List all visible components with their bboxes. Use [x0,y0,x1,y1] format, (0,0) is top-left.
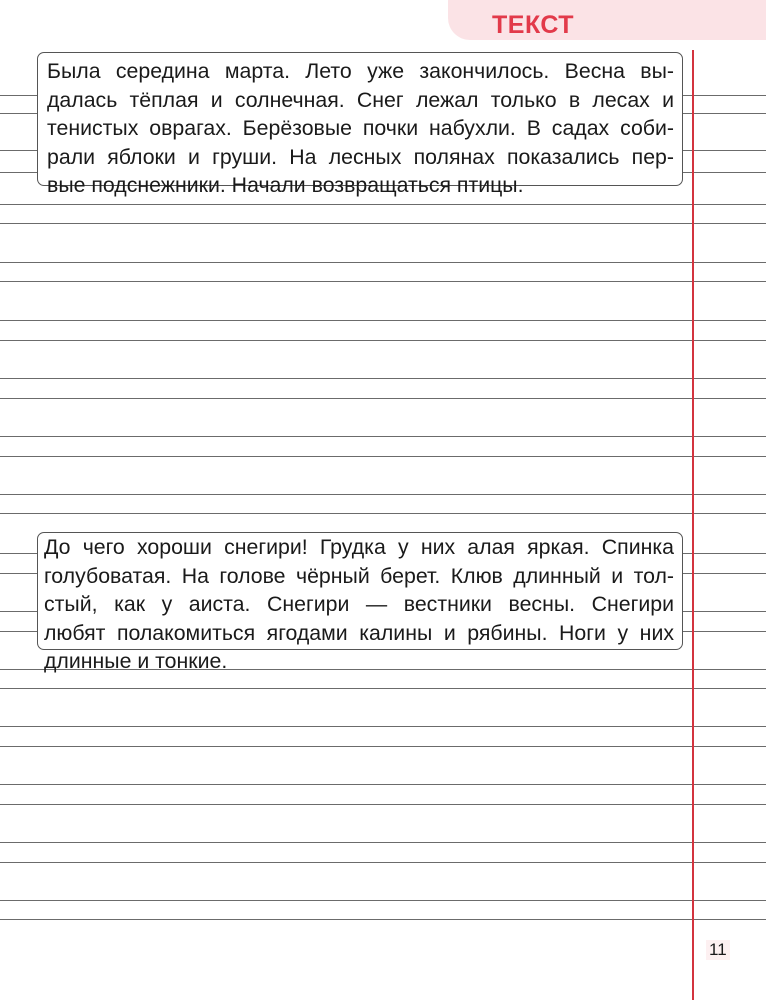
text-line: любят полакомиться ягодами калины и рябины. Ноги у них [44,620,674,645]
ruled-line [0,804,766,805]
ruled-line [0,842,766,843]
ruled-line [0,398,766,399]
ruled-line [0,513,766,514]
text-line: До чего хороши снегири! Грудка у них алая яркая. Спинка [44,535,674,559]
text-line: голубоватая. На голове чёрный берет. Клюв длинный и тол- [44,563,674,588]
ruled-line [0,223,766,224]
margin-line [692,50,694,1000]
ruled-line [0,746,766,747]
text-box-2 [37,532,683,673]
text-line: далась тёплая и солнечная. Снег лежал только в лесах и [47,87,674,112]
ruled-line [0,688,766,689]
text-line: тенистых оврагах. Берёзовые почки набухли. В садах соби- [47,116,674,140]
ruled-line [0,919,766,920]
text-line: Была середина марта. Лето уже закончилось. Весна вы- [47,59,674,83]
text-line: стый, как у аиста. Снегири — вестники весны. Снегири [44,592,674,616]
ruled-line [0,262,766,263]
text-line: длинные и тонкие. [44,649,228,673]
ruled-line [0,340,766,341]
ruled-line [0,204,766,205]
ruled-line [0,320,766,321]
ruled-line [0,281,766,282]
page-number: 11 [706,940,730,960]
ruled-line [0,436,766,437]
ruled-line [0,494,766,495]
ruled-line [0,784,766,785]
ruled-line [0,726,766,727]
ruled-line [0,456,766,457]
ruled-line [0,378,766,379]
text-line: вые подснежники. Начали возвращаться птицы. [47,173,524,197]
page-title: ТЕКСТ [492,11,575,39]
text-line: рали яблоки и груши. На лесных полянах показались пер- [47,144,674,169]
text-box-1 [37,52,683,197]
ruled-line [0,900,766,901]
ruled-line [0,862,766,863]
